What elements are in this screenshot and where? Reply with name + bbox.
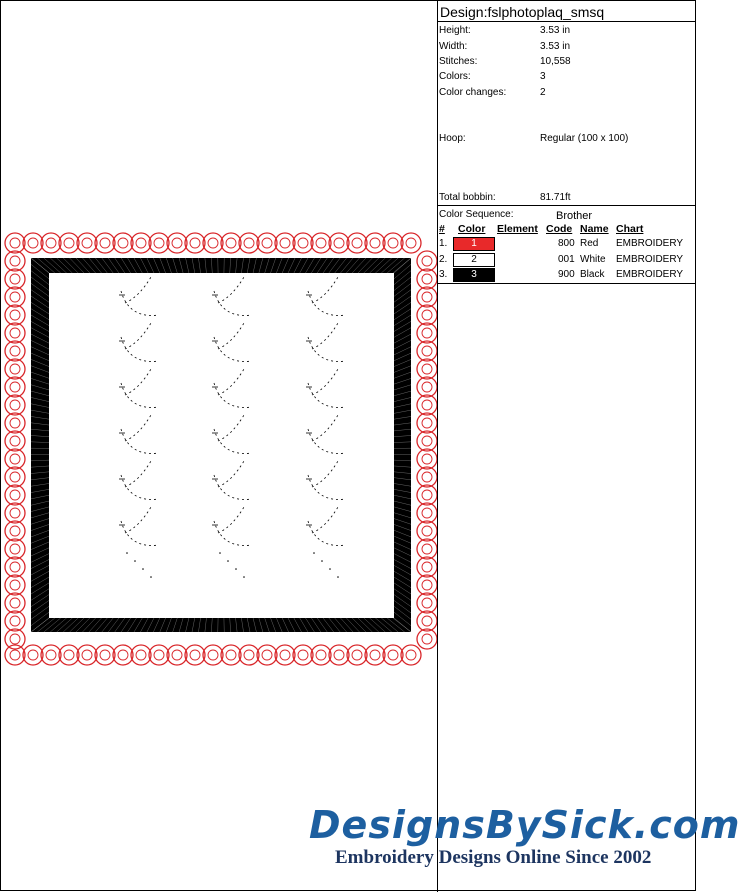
lace-loop (77, 645, 97, 665)
lace-loop (5, 269, 25, 289)
col-header-code: Code (546, 223, 573, 235)
lace-loop (347, 645, 367, 665)
lace-loop (401, 645, 421, 665)
lace-loop (149, 645, 169, 665)
site-logo (309, 801, 740, 873)
lace-loop-inner (10, 400, 20, 410)
lace-loop (275, 233, 295, 253)
lace-loop (5, 233, 25, 253)
thread-chart: EMBROIDERY (616, 238, 684, 249)
lace-loop-inner (100, 238, 110, 248)
stitch-dot (243, 576, 245, 578)
lace-loop (5, 467, 25, 487)
lace-loop-inner (10, 274, 20, 284)
lace-loop-inner (422, 382, 432, 392)
lace-loop (167, 233, 187, 253)
lace-loop (417, 449, 437, 469)
row-number: 3. (439, 269, 448, 280)
lace-loop-inner (298, 238, 308, 248)
lace-loop-inner (82, 238, 92, 248)
section-rule (438, 205, 696, 206)
lace-loop-inner (244, 238, 254, 248)
lace-loop (311, 645, 331, 665)
prop-label: Width: (439, 41, 468, 52)
lace-loop (5, 305, 25, 325)
lace-loop (113, 645, 133, 665)
lace-loop (23, 233, 43, 253)
lace-loop-inner (422, 256, 432, 266)
lace-loop-inner (10, 490, 20, 500)
lace-loop (5, 359, 25, 379)
color-swatch: 1 (453, 237, 495, 251)
lace-loop-inner (422, 580, 432, 590)
lace-loop (5, 341, 25, 361)
lace-loop-inner (334, 238, 344, 248)
lace-loop-inner (422, 472, 432, 482)
prop-width (438, 41, 696, 54)
lace-loop (293, 645, 313, 665)
lace-loop (5, 251, 25, 271)
col-header-color: Color (458, 223, 486, 235)
lace-loop-inner (172, 650, 182, 660)
lace-loop (41, 233, 61, 253)
prop-colors (438, 71, 696, 84)
lace-loop (95, 645, 115, 665)
thread-brand: Brother (556, 210, 593, 222)
lace-loop-inner (422, 418, 432, 428)
lace-loop (417, 359, 437, 379)
lace-loop (95, 233, 115, 253)
lace-loop (417, 467, 437, 487)
lace-loop-inner (154, 650, 164, 660)
lace-loop-inner (10, 310, 20, 320)
col-header-num: # (439, 223, 445, 235)
lace-loop-inner (10, 526, 20, 536)
lace-loop-inner (422, 400, 432, 410)
lace-loop (131, 233, 151, 253)
lace-loop (417, 305, 437, 325)
prop-value: 2 (540, 87, 546, 98)
lace-loop (5, 611, 25, 631)
lace-loop-inner (422, 310, 432, 320)
prop-label: Total bobbin: (439, 192, 496, 203)
lace-loop-inner (316, 650, 326, 660)
lace-loop (185, 233, 205, 253)
lace-loop (131, 645, 151, 665)
lace-loop (417, 431, 437, 451)
lace-loop-inner (10, 634, 20, 644)
lace-loop (383, 233, 403, 253)
lace-loop (417, 395, 437, 415)
lace-loop-inner (226, 238, 236, 248)
lace-loop (417, 557, 437, 577)
embroidery-design-preview (1, 1, 437, 892)
lace-loop (365, 233, 385, 253)
lace-loop (185, 645, 205, 665)
prop-total-bobbin (438, 192, 696, 205)
lace-loop-inner (370, 650, 380, 660)
lace-loop-inner (118, 650, 128, 660)
lace-loop (329, 645, 349, 665)
col-header-name: Name (580, 223, 609, 235)
prop-value: 3.53 in (540, 25, 571, 36)
lace-loop-inner (352, 650, 362, 660)
lace-loop-inner (262, 650, 272, 660)
lace-loop (347, 233, 367, 253)
lace-loop-inner (10, 472, 20, 482)
lace-loop-inner (406, 238, 416, 248)
lace-loop (5, 557, 25, 577)
table-bottom-rule (438, 283, 696, 284)
lace-loop-inner (422, 634, 432, 644)
lace-loop-inner (190, 650, 200, 660)
lace-loop (113, 233, 133, 253)
lace-loop (417, 485, 437, 505)
prop-label: Height: (439, 25, 471, 36)
lace-loop-inner (422, 562, 432, 572)
lace-loop-inner (244, 650, 254, 660)
lace-loop (5, 645, 25, 665)
lace-loop (417, 287, 437, 307)
lace-loop-inner (422, 490, 432, 500)
prop-stitches (438, 56, 696, 69)
prop-hoop (438, 133, 696, 146)
lace-loop (257, 645, 277, 665)
lace-loop-inner (422, 508, 432, 518)
lace-loop (5, 395, 25, 415)
lace-loop-inner (10, 580, 20, 590)
thread-code: 800 (558, 238, 575, 249)
lace-loop (417, 251, 437, 271)
col-header-chart: Chart (616, 223, 644, 235)
lace-loop (417, 629, 437, 649)
stitch-dot (126, 552, 128, 554)
lace-loop-inner (298, 650, 308, 660)
lace-loop (59, 233, 79, 253)
lace-loop-inner (10, 364, 20, 374)
prop-label: Stitches: (439, 56, 478, 67)
lace-loop-inner (10, 598, 20, 608)
lace-loop-inner (422, 526, 432, 536)
stitch-dot (329, 568, 331, 570)
title-rule (438, 21, 696, 22)
lace-loop (257, 233, 277, 253)
lace-loop (417, 341, 437, 361)
table-row (438, 253, 696, 268)
lace-loop-inner (388, 238, 398, 248)
table-row (438, 237, 696, 252)
lace-loop-inner (64, 238, 74, 248)
lace-loop (221, 233, 241, 253)
lace-loop-inner (422, 292, 432, 302)
lace-loop (41, 645, 61, 665)
stitch-dot (227, 560, 229, 562)
lace-loop-inner (10, 508, 20, 518)
lace-loop-inner (28, 650, 38, 660)
thread-chart: EMBROIDERY (616, 254, 684, 265)
lace-loop (417, 575, 437, 595)
lace-loop-inner (422, 364, 432, 374)
lace-loop (5, 521, 25, 541)
lace-loop (203, 233, 223, 253)
lace-loop (417, 611, 437, 631)
prop-value: 10,558 (540, 56, 571, 67)
lace-loop-inner (208, 650, 218, 660)
photo-opening (49, 273, 394, 618)
lace-loop-inner (316, 238, 326, 248)
row-number: 2. (439, 254, 448, 265)
lace-loop-inner (10, 418, 20, 428)
prop-value: 3 (540, 71, 546, 82)
lace-loop-inner (406, 650, 416, 660)
lace-loop (275, 645, 295, 665)
prop-value: 81.71ft (540, 192, 571, 203)
lace-loop-inner (154, 238, 164, 248)
lace-loop-inner (46, 650, 56, 660)
lace-loop (5, 485, 25, 505)
lace-loop (293, 233, 313, 253)
lace-loop-inner (280, 238, 290, 248)
lace-loop-inner (334, 650, 344, 660)
lace-loop-inner (280, 650, 290, 660)
lace-loop (417, 323, 437, 343)
stitch-dot (219, 552, 221, 554)
lace-loop-inner (190, 238, 200, 248)
lace-loop (365, 645, 385, 665)
lace-loop-inner (136, 650, 146, 660)
lace-loop (5, 449, 25, 469)
lace-loop-inner (10, 544, 20, 554)
lace-loop (383, 645, 403, 665)
lace-loop (5, 287, 25, 307)
lace-loop-inner (10, 650, 20, 660)
lace-loop (5, 377, 25, 397)
lace-loop (239, 233, 259, 253)
lace-loop-inner (226, 650, 236, 660)
lace-loop-inner (422, 274, 432, 284)
stitch-dot (235, 568, 237, 570)
lace-loop (149, 233, 169, 253)
lace-loop (401, 233, 421, 253)
lace-loop-inner (422, 328, 432, 338)
logo-tagline: Embroidery Designs Online Since 2002 (335, 847, 652, 868)
lace-loop-inner (118, 238, 128, 248)
lace-loop (23, 645, 43, 665)
lace-loop (417, 269, 437, 289)
lace-loop (5, 575, 25, 595)
lace-loop-inner (208, 238, 218, 248)
lace-loop (221, 645, 241, 665)
lace-loop-inner (422, 436, 432, 446)
lace-loop (417, 377, 437, 397)
thread-name: White (580, 254, 606, 265)
lace-loop-inner (46, 238, 56, 248)
lace-loop (417, 503, 437, 523)
color-swatch: 2 (453, 253, 495, 267)
lace-loop-inner (422, 454, 432, 464)
lace-loop-inner (10, 328, 20, 338)
thread-code: 001 (558, 254, 575, 265)
prop-label: Colors: (439, 71, 471, 82)
design-title: Design:fslphotoplaq_smsq (440, 4, 605, 20)
lace-loop-inner (10, 382, 20, 392)
lace-loop (417, 539, 437, 559)
lace-loop (5, 431, 25, 451)
lace-loop-inner (10, 562, 20, 572)
lace-loop-inner (172, 238, 182, 248)
lace-loop-inner (262, 238, 272, 248)
prop-label: Color changes: (439, 87, 507, 98)
lace-loop (5, 593, 25, 613)
thread-name: Red (580, 238, 599, 249)
col-header-element: Element (497, 223, 538, 235)
stitch-dot (150, 576, 152, 578)
thread-name: Black (580, 269, 605, 280)
lace-loop-inner (422, 598, 432, 608)
lace-loop-inner (10, 616, 20, 626)
lace-loop (417, 521, 437, 541)
lace-loop-inner (10, 238, 20, 248)
stitch-dot (321, 560, 323, 562)
stitch-dot (313, 552, 315, 554)
row-number: 1. (439, 238, 448, 249)
thread-chart: EMBROIDERY (616, 269, 684, 280)
stitch-dot (337, 576, 339, 578)
info-panel (438, 1, 696, 892)
table-row (438, 268, 696, 283)
thread-code: 900 (558, 269, 575, 280)
lace-loop (203, 645, 223, 665)
design-preview (1, 1, 437, 892)
lace-loop (167, 645, 187, 665)
lace-loop-inner (10, 436, 20, 446)
color-swatch: 3 (453, 268, 495, 282)
prop-height (438, 25, 696, 38)
stitch-dot (134, 560, 136, 562)
lace-loop-inner (352, 238, 362, 248)
lace-loop-inner (64, 650, 74, 660)
lace-loop-inner (370, 238, 380, 248)
lace-loop-inner (100, 650, 110, 660)
lace-loop-inner (136, 238, 146, 248)
prop-label: Hoop: (439, 133, 466, 144)
lace-loop (417, 413, 437, 433)
prop-value: 3.53 in (540, 41, 571, 52)
lace-loop (5, 413, 25, 433)
lace-loop-inner (10, 454, 20, 464)
logo-wordmark: DesignsBySick.com (309, 803, 740, 847)
lace-loop (311, 233, 331, 253)
lace-loop (239, 645, 259, 665)
lace-loop (5, 539, 25, 559)
lace-loop (417, 593, 437, 613)
lace-loop-inner (10, 346, 20, 356)
lace-loop (59, 645, 79, 665)
lace-loop-inner (10, 292, 20, 302)
color-sequence-label: Color Sequence: (439, 209, 514, 220)
lace-loop (5, 503, 25, 523)
stitch-dot (142, 568, 144, 570)
lace-loop (329, 233, 349, 253)
lace-loop-inner (422, 346, 432, 356)
lace-loop-inner (422, 544, 432, 554)
lace-loop-inner (28, 238, 38, 248)
lace-loop-inner (422, 616, 432, 626)
lace-loop-inner (10, 256, 20, 266)
lace-loop-inner (82, 650, 92, 660)
lace-loop (5, 323, 25, 343)
lace-loop-inner (388, 650, 398, 660)
lace-loop (5, 629, 25, 649)
lace-loop (77, 233, 97, 253)
prop-color-changes (438, 87, 696, 100)
prop-value: Regular (100 x 100) (540, 133, 629, 144)
